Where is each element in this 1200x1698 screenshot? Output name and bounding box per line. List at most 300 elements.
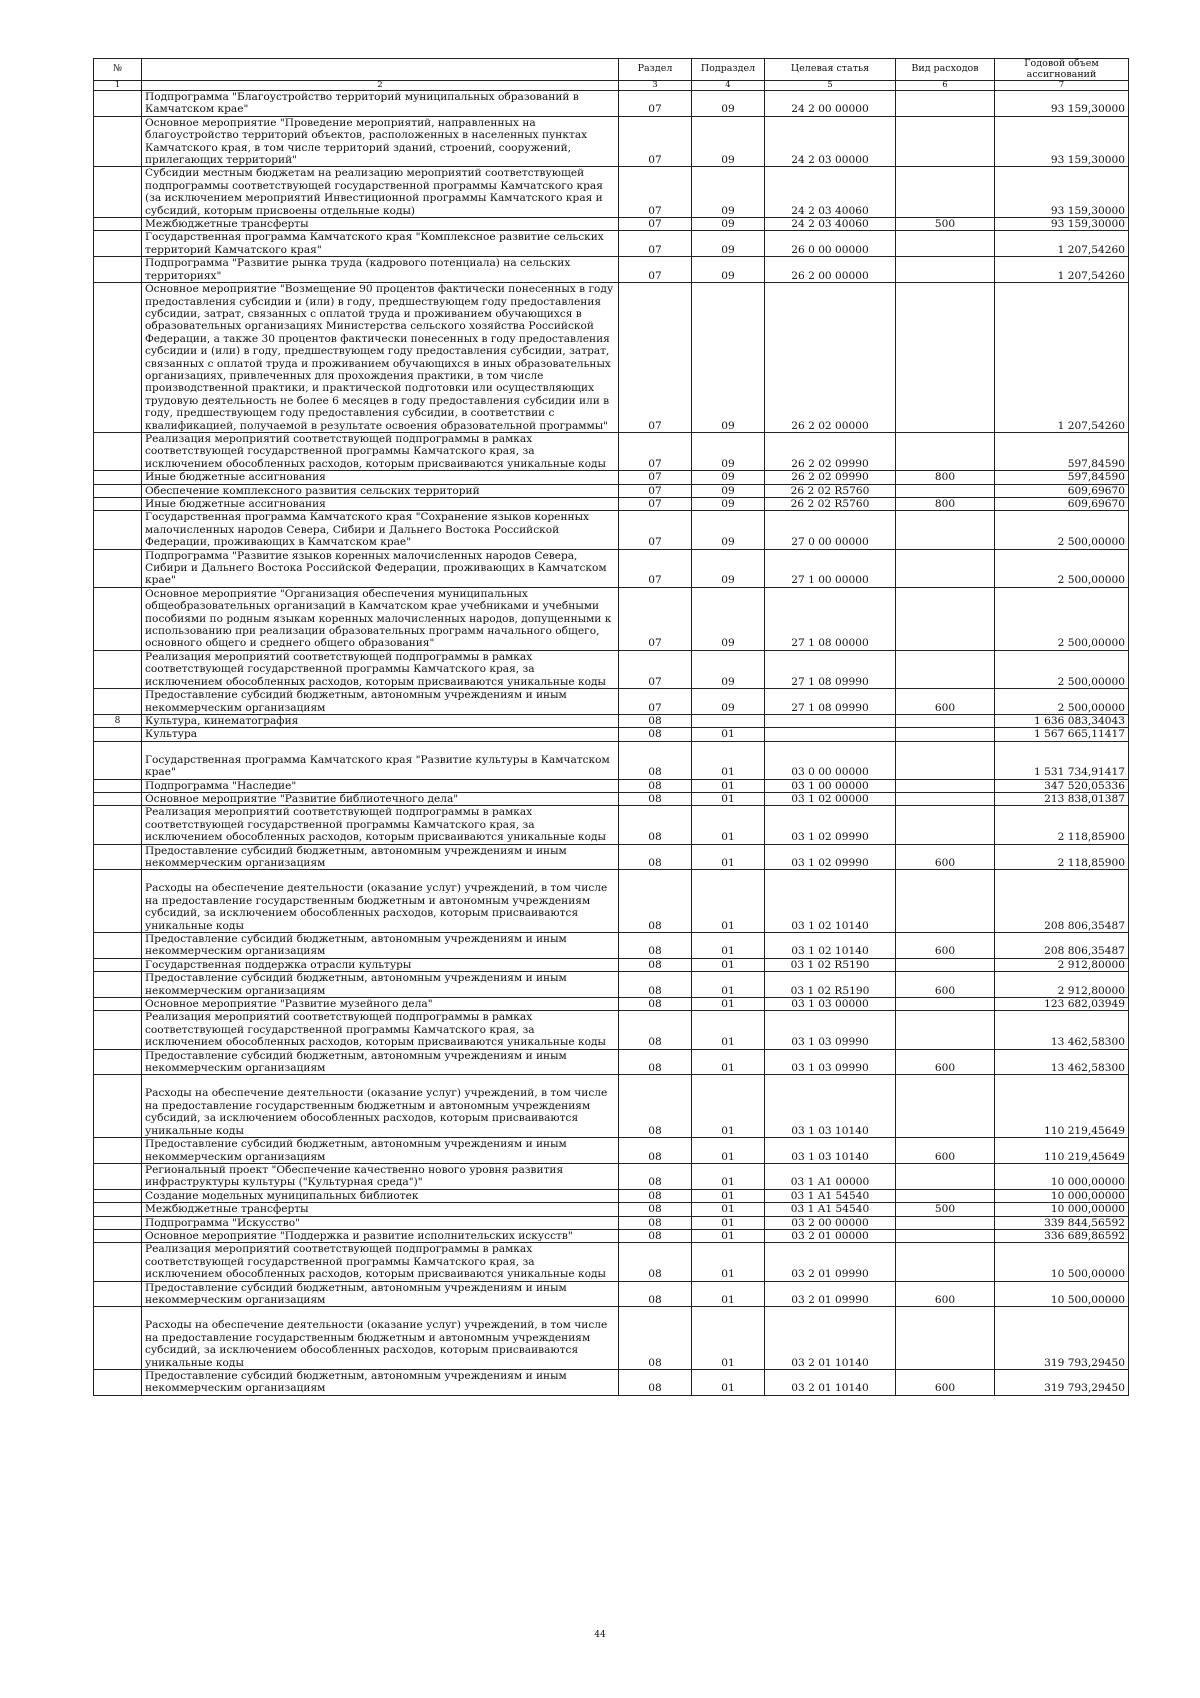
row-subsection: 01 xyxy=(692,741,765,779)
row-section: 07 xyxy=(619,283,692,433)
row-section: 08 xyxy=(619,844,692,870)
row-name: Подпрограмма "Благоустройство территорий муниципальных образований в Камчатском крае" xyxy=(142,91,619,117)
row-amount: 1 207,54260 xyxy=(995,283,1129,433)
row-section: 07 xyxy=(619,587,692,650)
row-number xyxy=(94,779,142,792)
table-row xyxy=(94,218,1129,231)
row-name: Основное мероприятие "Развитие музейного дела" xyxy=(142,998,619,1011)
row-section: 08 xyxy=(619,741,692,779)
row-subsection: 09 xyxy=(692,283,765,433)
row-name: Предоставление субсидий бюджетным, автономным учреждениям и иным некоммерческим организациям xyxy=(142,1370,619,1396)
table-row xyxy=(94,714,1129,727)
row-amount: 93 159,30000 xyxy=(995,218,1129,231)
row-name: Реализация мероприятий соответствующей подпрограммы в рамках соответствующей государственной программы Камчатского края, за исключением обособленных расходов, которым присваиваются уникальные коды xyxy=(142,432,619,470)
row-subsection: 09 xyxy=(692,231,765,257)
row-expense-type: 500 xyxy=(896,1203,995,1216)
row-target-article: 03 1 A1 54540 xyxy=(765,1189,896,1202)
row-target-article: 27 1 08 00000 xyxy=(765,587,896,650)
row-number xyxy=(94,218,142,231)
row-target-article: 24 2 03 40060 xyxy=(765,167,896,218)
row-number xyxy=(94,1307,142,1370)
row-number xyxy=(94,972,142,998)
header-name xyxy=(142,59,619,81)
row-name: Реализация мероприятий соответствующей подпрограммы в рамках соответствующей государственной программы Камчатского края, за исключением обособленных расходов, которым присваиваются уникальные коды xyxy=(142,1011,619,1049)
table-row xyxy=(94,998,1129,1011)
row-number xyxy=(94,116,142,167)
row-number xyxy=(94,958,142,971)
row-expense-type xyxy=(896,1189,995,1202)
row-target-article: 27 1 08 09990 xyxy=(765,689,896,715)
row-target-article: 26 2 02 09990 xyxy=(765,432,896,470)
row-name: Подпрограмма "Развитие языков коренных малочисленных народов Севера, Сибири и Дальнего Востока Российской Федерации, проживающих в Камчатском крае" xyxy=(142,549,619,587)
row-name: Предоставление субсидий бюджетным, автономным учреждениям и иным некоммерческим организациям xyxy=(142,1281,619,1307)
table-row xyxy=(94,587,1129,650)
row-expense-type xyxy=(896,779,995,792)
col-number: 5 xyxy=(765,81,896,91)
table-row xyxy=(94,741,1129,779)
row-number xyxy=(94,1281,142,1307)
row-subsection: 01 xyxy=(692,792,765,805)
row-section: 08 xyxy=(619,1229,692,1242)
row-number xyxy=(94,650,142,688)
row-name: Предоставление субсидий бюджетным, автономным учреждениям и иным некоммерческим организациям xyxy=(142,689,619,715)
row-target-article: 03 1 A1 00000 xyxy=(765,1163,896,1189)
row-subsection: 01 xyxy=(692,958,765,971)
row-amount: 597,84590 xyxy=(995,432,1129,470)
row-subsection: 01 xyxy=(692,1138,765,1164)
row-amount: 93 159,30000 xyxy=(995,167,1129,218)
table-row xyxy=(94,484,1129,497)
row-amount: 208 806,35487 xyxy=(995,933,1129,959)
row-target-article: 03 1 03 09990 xyxy=(765,1011,896,1049)
row-target-article: 03 2 01 10140 xyxy=(765,1370,896,1396)
row-expense-type xyxy=(896,511,995,549)
row-amount: 2 912,80000 xyxy=(995,958,1129,971)
row-target-article: 03 1 02 10140 xyxy=(765,933,896,959)
row-number xyxy=(94,689,142,715)
row-amount: 2 912,80000 xyxy=(995,972,1129,998)
table-row xyxy=(94,1163,1129,1189)
row-amount: 2 500,00000 xyxy=(995,511,1129,549)
row-section: 08 xyxy=(619,972,692,998)
row-target-article: 26 2 02 09990 xyxy=(765,471,896,484)
row-expense-type xyxy=(896,1229,995,1242)
table-row xyxy=(94,91,1129,117)
row-number xyxy=(94,728,142,741)
row-target-article: 03 1 02 R5190 xyxy=(765,958,896,971)
row-subsection: 01 xyxy=(692,1075,765,1138)
row-number xyxy=(94,432,142,470)
row-number xyxy=(94,498,142,511)
row-target-article xyxy=(765,714,896,727)
row-expense-type xyxy=(896,870,995,933)
row-section: 08 xyxy=(619,1049,692,1075)
row-target-article: 24 2 00 00000 xyxy=(765,91,896,117)
row-name: Расходы на обеспечение деятельности (оказание услуг) учреждений, в том числе на предоставление государственным бюджетным и автономным учреждениям субсидий, за исключением обособленных расходов, которым присваиваются уникальные коды xyxy=(142,870,619,933)
row-target-article: 03 1 03 10140 xyxy=(765,1075,896,1138)
row-subsection: 01 xyxy=(692,1243,765,1281)
table-row xyxy=(94,167,1129,218)
row-number xyxy=(94,231,142,257)
row-amount: 339 844,56592 xyxy=(995,1216,1129,1229)
table-row xyxy=(94,1203,1129,1216)
table-row xyxy=(94,432,1129,470)
header-no: № xyxy=(94,59,142,81)
row-section: 07 xyxy=(619,116,692,167)
row-expense-type xyxy=(896,167,995,218)
row-name: Культура xyxy=(142,728,619,741)
row-section: 07 xyxy=(619,167,692,218)
row-subsection: 01 xyxy=(692,870,765,933)
row-name: Реализация мероприятий соответствующей подпрограммы в рамках соответствующей государственной программы Камчатского края, за исключением обособленных расходов, которым присваиваются уникальные коды xyxy=(142,650,619,688)
row-subsection: 01 xyxy=(692,1049,765,1075)
row-expense-type xyxy=(896,1011,995,1049)
row-expense-type xyxy=(896,231,995,257)
row-subsection xyxy=(692,714,765,727)
table-row xyxy=(94,1281,1129,1307)
row-subsection: 01 xyxy=(692,998,765,1011)
row-expense-type xyxy=(896,1216,995,1229)
col-number: 6 xyxy=(896,81,995,91)
col-number: 3 xyxy=(619,81,692,91)
row-name: Государственная программа Камчатского края "Развитие культуры в Камчатском крае" xyxy=(142,741,619,779)
row-subsection: 09 xyxy=(692,689,765,715)
row-subsection: 09 xyxy=(692,498,765,511)
row-expense-type xyxy=(896,484,995,497)
row-amount: 336 689,86592 xyxy=(995,1229,1129,1242)
row-subsection: 01 xyxy=(692,933,765,959)
row-amount: 2 118,85900 xyxy=(995,806,1129,844)
header-section: Раздел xyxy=(619,59,692,81)
row-amount: 2 118,85900 xyxy=(995,844,1129,870)
row-target-article xyxy=(765,728,896,741)
row-subsection: 09 xyxy=(692,257,765,283)
row-section: 07 xyxy=(619,484,692,497)
row-section: 08 xyxy=(619,958,692,971)
row-number xyxy=(94,806,142,844)
row-subsection: 01 xyxy=(692,1281,765,1307)
row-target-article: 03 2 01 00000 xyxy=(765,1229,896,1242)
row-subsection: 01 xyxy=(692,844,765,870)
row-expense-type: 800 xyxy=(896,471,995,484)
row-section: 07 xyxy=(619,471,692,484)
row-section: 08 xyxy=(619,1216,692,1229)
header-expense-type: Вид расходов xyxy=(896,59,995,81)
row-expense-type: 600 xyxy=(896,1049,995,1075)
row-number xyxy=(94,1049,142,1075)
row-section: 07 xyxy=(619,689,692,715)
row-subsection: 01 xyxy=(692,1011,765,1049)
row-expense-type xyxy=(896,549,995,587)
row-name: Основное мероприятие "Организация обеспечения муниципальных общеобразовательных организаций в Камчатском крае учебниками и учебными пособиями по родным языкам коренных малочисленных народов, допущенными к использованию при реализации образовательных программ начального общего, основного общего и среднего общего образования" xyxy=(142,587,619,650)
table-row xyxy=(94,471,1129,484)
row-amount: 597,84590 xyxy=(995,471,1129,484)
row-expense-type xyxy=(896,257,995,283)
row-amount: 123 682,03949 xyxy=(995,998,1129,1011)
table-row xyxy=(94,1075,1129,1138)
row-amount: 609,69670 xyxy=(995,498,1129,511)
row-amount: 13 462,58300 xyxy=(995,1049,1129,1075)
row-number: 8 xyxy=(94,714,142,727)
row-section: 08 xyxy=(619,1370,692,1396)
row-number xyxy=(94,511,142,549)
table-row xyxy=(94,283,1129,433)
row-amount: 10 500,00000 xyxy=(995,1243,1129,1281)
row-amount: 609,69670 xyxy=(995,484,1129,497)
table-header xyxy=(94,59,1129,91)
row-number xyxy=(94,1163,142,1189)
row-amount: 10 500,00000 xyxy=(995,1281,1129,1307)
table-row xyxy=(94,958,1129,971)
row-expense-type xyxy=(896,587,995,650)
row-number xyxy=(94,1075,142,1138)
row-target-article: 03 1 03 10140 xyxy=(765,1138,896,1164)
row-section: 08 xyxy=(619,1281,692,1307)
row-number xyxy=(94,870,142,933)
row-name: Основное мероприятие "Поддержка и развитие исполнительских искусств" xyxy=(142,1229,619,1242)
row-subsection: 09 xyxy=(692,587,765,650)
row-amount: 10 000,00000 xyxy=(995,1189,1129,1202)
row-target-article: 27 1 00 00000 xyxy=(765,549,896,587)
row-expense-type: 800 xyxy=(896,498,995,511)
row-expense-type xyxy=(896,792,995,805)
budget-allocation-table xyxy=(93,58,1129,1396)
row-section: 07 xyxy=(619,498,692,511)
row-section: 08 xyxy=(619,933,692,959)
row-name: Подпрограмма "Наследие" xyxy=(142,779,619,792)
row-name: Предоставление субсидий бюджетным, автономным учреждениям и иным некоммерческим организациям xyxy=(142,844,619,870)
row-number xyxy=(94,471,142,484)
row-section: 08 xyxy=(619,1189,692,1202)
row-target-article: 27 1 08 09990 xyxy=(765,650,896,688)
row-subsection: 01 xyxy=(692,728,765,741)
table-row xyxy=(94,1189,1129,1202)
col-number: 2 xyxy=(142,81,619,91)
row-amount: 1 207,54260 xyxy=(995,257,1129,283)
row-amount: 2 500,00000 xyxy=(995,689,1129,715)
row-expense-type xyxy=(896,91,995,117)
table-body xyxy=(94,91,1129,1396)
table-row xyxy=(94,806,1129,844)
row-section: 08 xyxy=(619,1243,692,1281)
row-target-article: 03 2 01 09990 xyxy=(765,1281,896,1307)
row-amount: 1 567 665,11417 xyxy=(995,728,1129,741)
row-target-article: 26 2 00 00000 xyxy=(765,257,896,283)
table-row xyxy=(94,972,1129,998)
row-subsection: 09 xyxy=(692,549,765,587)
header-annual-amount: Годовой объем ассигнований xyxy=(995,59,1129,81)
row-expense-type: 600 xyxy=(896,1281,995,1307)
table-row xyxy=(94,549,1129,587)
row-amount: 93 159,30000 xyxy=(995,91,1129,117)
row-subsection: 01 xyxy=(692,1307,765,1370)
row-name: Культура, кинематография xyxy=(142,714,619,727)
row-name: Иные бюджетные ассигнования xyxy=(142,498,619,511)
row-name: Обеспечение комплексного развития сельских территорий xyxy=(142,484,619,497)
row-number xyxy=(94,1189,142,1202)
row-expense-type xyxy=(896,741,995,779)
row-target-article: 26 2 02 00000 xyxy=(765,283,896,433)
row-name: Предоставление субсидий бюджетным, автономным учреждениям и иным некоммерческим организациям xyxy=(142,1138,619,1164)
col-number: 7 xyxy=(995,81,1129,91)
row-amount: 319 793,29450 xyxy=(995,1307,1129,1370)
row-amount: 2 500,00000 xyxy=(995,650,1129,688)
row-subsection: 09 xyxy=(692,432,765,470)
row-section: 08 xyxy=(619,998,692,1011)
row-expense-type xyxy=(896,116,995,167)
table-row xyxy=(94,792,1129,805)
row-subsection: 01 xyxy=(692,1189,765,1202)
row-section: 07 xyxy=(619,91,692,117)
row-expense-type: 600 xyxy=(896,844,995,870)
row-amount: 208 806,35487 xyxy=(995,870,1129,933)
table-row xyxy=(94,933,1129,959)
row-section: 07 xyxy=(619,511,692,549)
row-target-article: 03 1 A1 54540 xyxy=(765,1203,896,1216)
row-target-article: 03 1 02 00000 xyxy=(765,792,896,805)
row-name: Создание модельных муниципальных библиотек xyxy=(142,1189,619,1202)
row-subsection: 01 xyxy=(692,1370,765,1396)
row-amount: 1 636 083,34043 xyxy=(995,714,1129,727)
row-target-article: 24 2 03 00000 xyxy=(765,116,896,167)
row-target-article: 03 1 03 09990 xyxy=(765,1049,896,1075)
table-row xyxy=(94,650,1129,688)
row-target-article: 03 1 02 09990 xyxy=(765,844,896,870)
row-expense-type xyxy=(896,650,995,688)
row-amount: 10 000,00000 xyxy=(995,1203,1129,1216)
row-expense-type xyxy=(896,998,995,1011)
row-subsection: 01 xyxy=(692,779,765,792)
row-section: 08 xyxy=(619,779,692,792)
table-row xyxy=(94,1243,1129,1281)
row-name: Государственная поддержка отрасли культуры xyxy=(142,958,619,971)
table-row xyxy=(94,1138,1129,1164)
row-section: 07 xyxy=(619,432,692,470)
row-number xyxy=(94,844,142,870)
row-expense-type xyxy=(896,1307,995,1370)
row-target-article: 24 2 03 40060 xyxy=(765,218,896,231)
table-row xyxy=(94,689,1129,715)
header-subsection: Подраздел xyxy=(692,59,765,81)
row-name: Реализация мероприятий соответствующей подпрограммы в рамках соответствующей государственной программы Камчатского края, за исключением обособленных расходов, которым присваиваются уникальные коды xyxy=(142,1243,619,1281)
header-target-article: Целевая статья xyxy=(765,59,896,81)
row-target-article: 26 2 02 R5760 xyxy=(765,498,896,511)
table-row xyxy=(94,511,1129,549)
row-section: 08 xyxy=(619,1163,692,1189)
table-row xyxy=(94,844,1129,870)
row-name: Подпрограмма "Искусство" xyxy=(142,1216,619,1229)
table-row xyxy=(94,1229,1129,1242)
row-number xyxy=(94,1229,142,1242)
row-expense-type xyxy=(896,958,995,971)
row-target-article: 03 2 01 10140 xyxy=(765,1307,896,1370)
col-number: 4 xyxy=(692,81,765,91)
table-row xyxy=(94,779,1129,792)
row-number xyxy=(94,257,142,283)
row-target-article: 27 0 00 00000 xyxy=(765,511,896,549)
row-number xyxy=(94,933,142,959)
row-name: Предоставление субсидий бюджетным, автономным учреждениям и иным некоммерческим организациям xyxy=(142,972,619,998)
row-expense-type xyxy=(896,1075,995,1138)
row-expense-type: 600 xyxy=(896,689,995,715)
row-section: 08 xyxy=(619,714,692,727)
row-subsection: 01 xyxy=(692,1216,765,1229)
row-name: Основное мероприятие "Развитие библиотечного дела" xyxy=(142,792,619,805)
row-number xyxy=(94,484,142,497)
row-expense-type xyxy=(896,283,995,433)
row-expense-type: 600 xyxy=(896,972,995,998)
row-section: 07 xyxy=(619,257,692,283)
table-row xyxy=(94,1011,1129,1049)
row-name: Межбюджетные трансферты xyxy=(142,1203,619,1216)
row-subsection: 01 xyxy=(692,1203,765,1216)
row-expense-type xyxy=(896,728,995,741)
row-name: Основное мероприятие "Возмещение 90 процентов фактически понесенных в году предоставления субсидии и (или) в году, предшествующем году предоставления субсидии, затрат, связанных с оплатой труда и проживанием обучающихся в образовательных организациях Министерства сельского хозяйства Российской Федерации, а также 30 процентов фактически понесенных в году предоставления субсидии и (или) в году, предшествующем году предоставления субсидии, затрат, связанных с оплатой труда и проживанием обучающихся в иных образовательных организациях, привлеченных для прохождения практики, в том числе производственной практики, и практической подготовки или осуществляющих трудовую деятельность не более 6 месяцев в году предоставления субсидии или в году, предшествующем году предоставления субсидии, в соответствии с квалификацией, получаемой в результате освоения образовательной программы" xyxy=(142,283,619,433)
row-name: Межбюджетные трансферты xyxy=(142,218,619,231)
row-expense-type xyxy=(896,1163,995,1189)
row-number xyxy=(94,549,142,587)
row-amount: 13 462,58300 xyxy=(995,1011,1129,1049)
row-expense-type xyxy=(896,714,995,727)
row-section: 07 xyxy=(619,549,692,587)
table-row xyxy=(94,231,1129,257)
col-number: 1 xyxy=(94,81,142,91)
row-section: 08 xyxy=(619,1203,692,1216)
row-amount: 1 207,54260 xyxy=(995,231,1129,257)
row-amount: 347 520,05336 xyxy=(995,779,1129,792)
row-amount: 10 000,00000 xyxy=(995,1163,1129,1189)
row-number xyxy=(94,741,142,779)
row-section: 07 xyxy=(619,231,692,257)
row-number xyxy=(94,587,142,650)
row-subsection: 01 xyxy=(692,972,765,998)
row-subsection: 09 xyxy=(692,116,765,167)
page-number: 44 xyxy=(594,1630,606,1640)
table-row xyxy=(94,728,1129,741)
row-name: Расходы на обеспечение деятельности (оказание услуг) учреждений, в том числе на предоставление государственным бюджетным и автономным учреждениям субсидий, за исключением обособленных расходов, которым присваиваются уникальные коды xyxy=(142,1075,619,1138)
row-section: 08 xyxy=(619,1011,692,1049)
row-subsection: 01 xyxy=(692,1163,765,1189)
row-expense-type: 600 xyxy=(896,1138,995,1164)
row-name: Реализация мероприятий соответствующей подпрограммы в рамках соответствующей государственной программы Камчатского края, за исключением обособленных расходов, которым присваиваются уникальные коды xyxy=(142,806,619,844)
row-expense-type: 600 xyxy=(896,933,995,959)
table-row xyxy=(94,1216,1129,1229)
row-section: 07 xyxy=(619,218,692,231)
row-name: Региональный проект "Обеспечение качественно нового уровня развития инфраструктуры культуры ("Культурная среда")" xyxy=(142,1163,619,1189)
row-name: Предоставление субсидий бюджетным, автономным учреждениям и иным некоммерческим организациям xyxy=(142,1049,619,1075)
row-subsection: 01 xyxy=(692,806,765,844)
row-name: Государственная программа Камчатского края "Сохранение языков коренных малочисленных народов Севера, Сибири и Дальнего Востока Российской Федерации, проживающих в Камчатском крае" xyxy=(142,511,619,549)
row-target-article: 26 0 00 00000 xyxy=(765,231,896,257)
row-number xyxy=(94,283,142,433)
row-target-article: 26 2 02 R5760 xyxy=(765,484,896,497)
row-amount: 110 219,45649 xyxy=(995,1138,1129,1164)
row-subsection: 09 xyxy=(692,650,765,688)
row-name: Подпрограмма "Развитие рынка труда (кадрового потенциала) на сельских территориях" xyxy=(142,257,619,283)
row-expense-type: 500 xyxy=(896,218,995,231)
row-target-article: 03 1 02 R5190 xyxy=(765,972,896,998)
row-section: 08 xyxy=(619,870,692,933)
row-number xyxy=(94,998,142,1011)
row-number xyxy=(94,91,142,117)
row-number xyxy=(94,1203,142,1216)
row-subsection: 09 xyxy=(692,471,765,484)
row-section: 07 xyxy=(619,650,692,688)
row-name: Основное мероприятие "Проведение мероприятий, направленных на благоустройство территорий объектов, расположенных в населенных пунктах Камчатского края, в том числе территорий зданий, строений, сооружений, прилегающих территорий" xyxy=(142,116,619,167)
row-target-article: 03 1 02 09990 xyxy=(765,806,896,844)
table-row xyxy=(94,257,1129,283)
row-section: 08 xyxy=(619,1138,692,1164)
